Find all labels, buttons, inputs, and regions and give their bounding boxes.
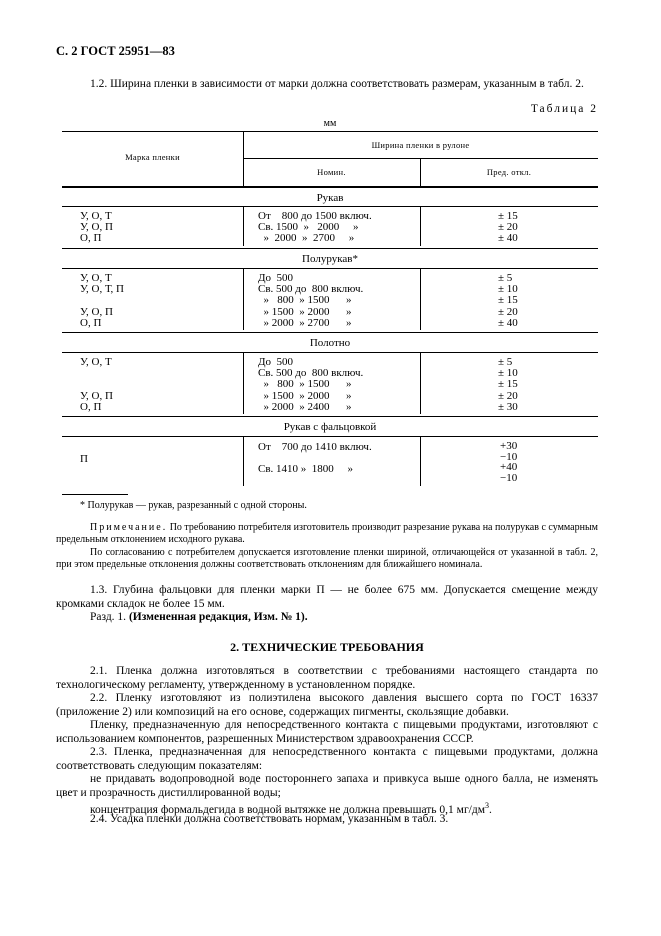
cell-nominal: До 500 Св. 500 до 800 включ. » 800 » 1500 » » 1500 » 2000 » » 2000 » 2400 » xyxy=(258,356,364,413)
paragraph-2-4: 2.4. Усадка пленки должна соответствовать нормам, указанным в табл. 3. xyxy=(90,813,449,825)
note-paragraph-2: По согласованию с потребителем допускается изготовление пленки шириной, отличающейся от указанной в табл. 2, при этом предельные отклонения должны соответствовать отклонениям для ближайшего номинала. xyxy=(56,547,598,570)
section-title-rukav: Рукав xyxy=(316,192,344,204)
section-title-polotno: Полотно xyxy=(309,337,351,349)
cell-marks: У, О, Т У, О, П О, П xyxy=(80,356,113,413)
header-width-group: Ширина пленки в рулоне xyxy=(371,140,470,150)
col-divider xyxy=(243,206,244,246)
cell-nominal: От 800 до 1500 включ. Св. 1500 » 2000 » » 2000 » 2700 » xyxy=(258,210,372,245)
paragraph-2-2b: Пленку, предназначенную для непосредственного контакта с пищевыми продуктами, изготовляют с использованием компонентов, разрешенных Министерством здравоохранения СССР. xyxy=(56,719,598,745)
section-title-falcovka: Рукав с фальцовкой xyxy=(283,421,377,433)
p23b-text: концентрация формальдегида в водной вытяжке не должна превышать 0,1 мг/дм xyxy=(90,803,485,816)
razd-1-note xyxy=(56,611,598,625)
paragraph-1-3: 1.3. Глубина фальцовки для пленки марки П — не более 675 мм. Допускается смещение между кромками складок не более 15 мм. xyxy=(56,584,598,610)
section-rule xyxy=(62,206,598,207)
note-text: По требованию потребителя изготовитель производит разрезание рукава на полурукав с суммарным предельным отклонением исходного рукава. xyxy=(56,522,598,545)
footnote: * Полурукав — рукав, разрезанный с одной стороны. xyxy=(80,500,307,511)
section-rule xyxy=(62,332,598,333)
razd-amended: (Измененная редакция, Изм. № 1). xyxy=(128,611,308,623)
cell-nominal: Св. 1410 » 1800 » xyxy=(258,463,354,475)
section-2-title: 2. ТЕХНИЧЕСКИЕ ТРЕБОВАНИЯ xyxy=(230,640,424,654)
p23b-superscript: 3 xyxy=(484,801,489,810)
col-divider xyxy=(243,436,244,486)
col-divider xyxy=(420,436,421,486)
header-nominal: Номин. xyxy=(317,167,346,177)
paragraph-2-3a: не придавать водопроводной воде постороннего запаха и привкуса выше одного балла, не изменять цвет и прозрачность дистиллированной воды; xyxy=(56,773,598,799)
col-divider xyxy=(420,206,421,246)
paragraph-2-2: 2.2. Пленку изготовляют из полиэтилена высокого давления высшего сорта по ГОСТ 16337 (приложение 2) или композиций на его основе, содержащих пигменты, скользящие добавки. xyxy=(56,692,598,718)
page-header: С. 2 ГОСТ 25951—83 xyxy=(56,44,175,58)
p23b-end: . xyxy=(488,803,492,816)
note-paragraph xyxy=(56,522,598,546)
cell-tolerance: ± 5 ± 10 ± 15 ± 20 ± 40 xyxy=(498,272,518,329)
header-mark: Марка пленки xyxy=(125,152,180,162)
section-rule xyxy=(62,436,598,437)
col-divider xyxy=(420,268,421,330)
cell-tolerance: ± 15 ± 20 ± 40 xyxy=(498,210,518,245)
cell-marks: П xyxy=(80,453,88,465)
section-rule xyxy=(62,352,598,353)
table-header-bottom-rule xyxy=(62,186,598,188)
cell-tolerance: ± 5 ± 10 ± 15 ± 20 ± 30 xyxy=(498,356,518,413)
section-title-polurukav: Полурукав* xyxy=(302,253,358,265)
col-divider xyxy=(420,352,421,414)
paragraph-2-1: 2.1. Пленка должна изготовляться в соответствии с требованиями настоящего стандарта по технологическому регламенту, утвержденному в установленном порядке. xyxy=(56,665,598,691)
table-label: Таблица 2 xyxy=(530,103,598,115)
section-rule xyxy=(62,268,598,269)
cell-marks: У, О, Т У, О, Т, П У, О, П О, П xyxy=(80,272,124,329)
footnote-rule xyxy=(62,494,128,495)
table-top-rule xyxy=(62,131,598,132)
cell-nominal: От 700 до 1410 включ. xyxy=(258,441,372,453)
header-tolerance: Пред. откл. xyxy=(486,167,532,177)
razd-prefix: Разд. 1. xyxy=(90,611,129,623)
cell-marks: У, О, Т У, О, П О, П xyxy=(80,210,113,245)
note-label: Примечание. xyxy=(90,522,168,533)
table-unit: мм xyxy=(323,118,337,129)
paragraph-2-3: 2.3. Пленка, предназначенная для непосредственного контакта с пищевыми продуктами, должна соответствовать следующим показателям: xyxy=(56,746,598,772)
col-divider xyxy=(243,352,244,414)
col-divider xyxy=(243,268,244,330)
section-rule xyxy=(62,248,598,249)
section-rule xyxy=(62,416,598,417)
cell-nominal: До 500 Св. 500 до 800 включ. » 800 » 1500 » » 1500 » 2000 » » 2000 » 2700 » xyxy=(258,272,364,329)
paragraph-1-2: 1.2. Ширина пленки в зависимости от марки должна соответствовать размерам, указанным в табл. 2. xyxy=(90,78,584,90)
cell-tolerance: +30 −10 xyxy=(500,440,518,464)
cell-tolerance: +40 −10 xyxy=(500,461,518,485)
